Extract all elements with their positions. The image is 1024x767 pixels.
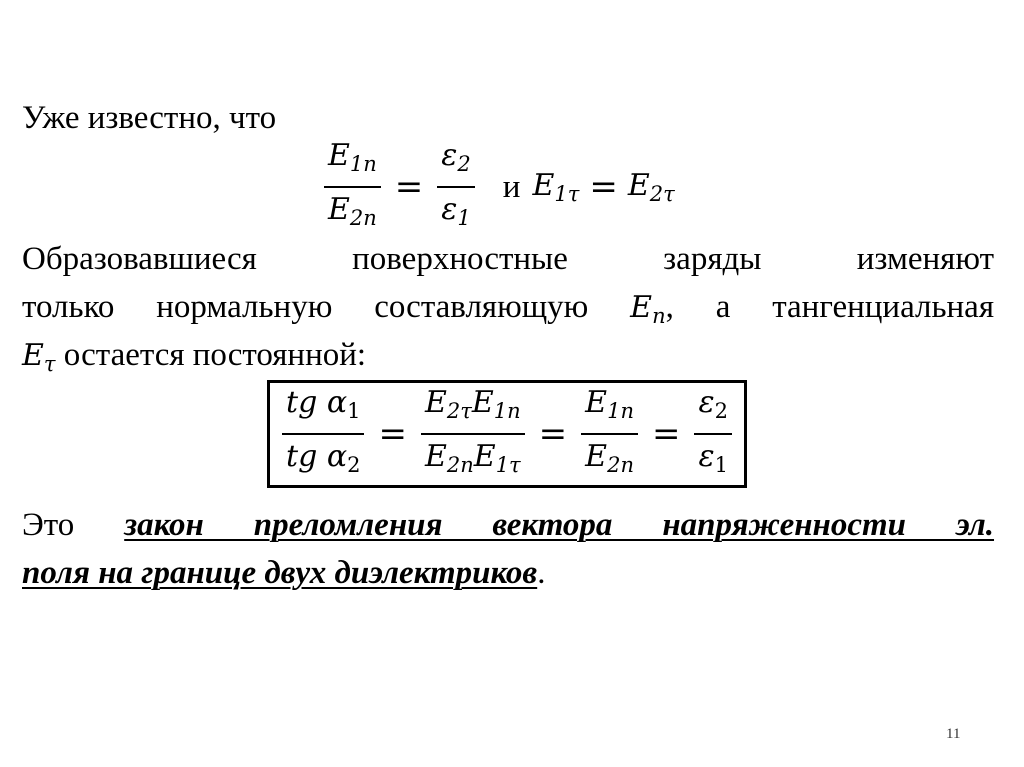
para2-line-b: только нормальную составляющую $E_n$, а тангенциальная	[22, 289, 995, 328]
equals-sign-b2: =	[538, 414, 568, 454]
conclusion-line-2: поля на границе двух диэлектриков.	[22, 555, 546, 591]
equals-sign-2: =	[589, 167, 618, 207]
fraction-e1n-e2n: $\frac{E_{1n}}{E_{2n}}$	[324, 136, 381, 238]
boxed-refraction-formula	[267, 380, 747, 488]
law-name-part-1: закон преломления вектора напряженности эл.	[124, 507, 995, 543]
law-name-part-2: поля на границе двух диэлектриков	[22, 555, 538, 591]
fraction-products: $\frac{E_{2\tau}E_{1n}}{E_{2n}E_{1\tau}}$	[421, 383, 525, 485]
et-symbol: $E_\tau$	[22, 338, 56, 376]
fraction-tg: $\frac{tg \alpha_1}{tg \alpha_2}$	[282, 383, 364, 485]
para2-line-c: $E_\tau$ остается постоянной:	[22, 337, 367, 376]
and-word: и	[502, 168, 521, 205]
conclusion-line-1: Это закон преломления вектора напряженности эл.	[22, 507, 995, 543]
fraction-e1n-e2n-boxed: $\frac{E_{1n}}{E_{2n}}$	[581, 383, 638, 485]
para2-line-a: Образовавшиеся поверхностные заряды изменяют	[22, 241, 994, 277]
equals-sign-b1: =	[378, 414, 407, 454]
equation-ratio-and-tangential	[320, 136, 675, 238]
en-symbol: $E_n$	[630, 290, 666, 328]
intro-line	[22, 95, 994, 141]
e2tau: $E_{2\tau}$	[627, 168, 675, 206]
intro-text: Уже известно, что	[22, 100, 277, 136]
fraction-eps-boxed: $\frac{\varepsilon_2}{\varepsilon_1}$	[694, 383, 731, 485]
page-number: 11	[946, 726, 961, 742]
fraction-eps2-eps1: $\frac{\varepsilon_2}{\varepsilon_1}$	[437, 136, 474, 238]
equals-sign: =	[394, 167, 424, 207]
equals-sign-b3: =	[651, 414, 681, 454]
e1tau: $E_{1\tau}$	[532, 168, 580, 206]
